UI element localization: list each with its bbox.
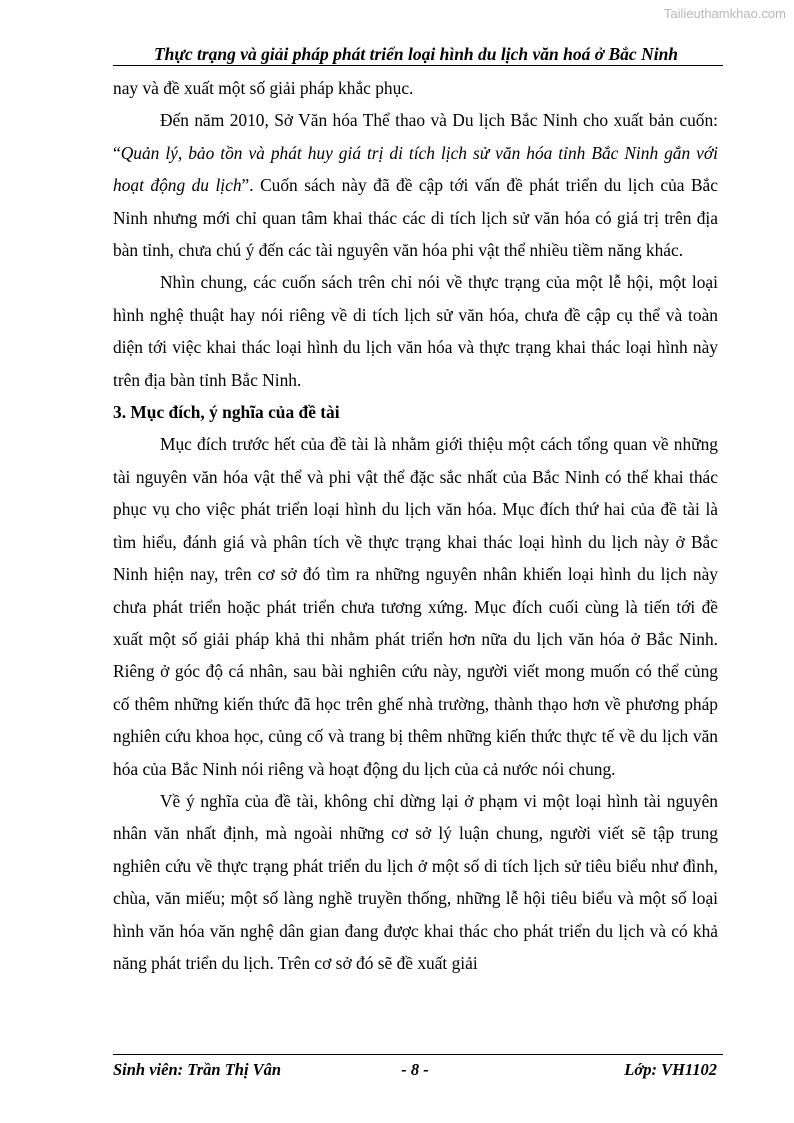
page-header-title: Thực trạng và giải pháp phát triển loại hình du lịch văn hoá ở Bắc Ninh	[153, 44, 679, 64]
header-divider	[113, 65, 723, 66]
watermark: Tailieuthamkhao.com	[663, 6, 786, 21]
paragraph-significance: Về ý nghĩa của đề tài, không chỉ dừng lại ở phạm vi một loại hình tài nguyên nhân văn nhất định, mà ngoài những cơ sở lý luận chung, người viết sẽ tập trung nghiên cứu về thực trạng phát triển du lịch ở một số di tích lịch sử tiêu biểu như đình, chùa, văn miếu; một số làng nghề truyền thống, những lễ hội tiêu biểu và một số loại hình văn hóa văn nghệ dân gian đang được khai thác cho phát triển du lịch và có khả năng phát triển du lịch. Trên cơ sở đó sẽ đề xuất giải	[113, 790, 718, 973]
paragraph-text: ”. Cuốn sách này đã đề cập tới vấn đề phát triển du lịch của Bắc Ninh nhưng mới chỉ quan tâm khai thác các di tích lịch sử văn hóa có giá trị trên địa bàn tỉnh, chưa chú ý đến các tài nguyên văn hóa phi vật thể nhiều tiềm năng khác.	[113, 175, 718, 261]
paragraph-continuation: nay và đề xuất một số giải pháp khắc phục.	[113, 78, 414, 98]
paragraph-summary: Nhìn chung, các cuốn sách trên chỉ nói về thực trạng của một lễ hội, một loại hình nghệ thuật hay nói riêng về di tích lịch sử văn hóa, chưa đề cập cụ thể và toàn diện tới việc khai thác loại hình du lịch văn hóa và thực trạng khai thác loại hình này trên địa bàn tỉnh Bắc Ninh.	[113, 272, 718, 390]
footer-class: Lớp: VH1102	[624, 1060, 717, 1079]
book-title: Quản lý, bảo tồn và phát huy giá trị di tích lịch sử văn hóa tỉnh Bắc Ninh gắn với hoạt động du lịch	[113, 142, 718, 196]
footer-divider	[113, 1054, 723, 1055]
section-heading: 3. Mục đích, ý nghĩa của đề tài	[113, 402, 340, 423]
footer-student: Sinh viên: Trần Thị Vân	[113, 1060, 282, 1079]
paragraph-purpose: Mục đích trước hết của đề tài là nhằm giới thiệu một cách tổng quan về những tài nguyên văn hóa vật thể và phi vật thể đặc sắc nhất của Bắc Ninh có thể khai thác phục vụ cho việc phát triển loại hình du lịch văn hóa. Mục đích thứ hai của đề tài là tìm hiểu, đánh giá và phân tích về thực trạng khai thác loại hình du lịch này ở Bắc Ninh hiện nay, trên cơ sở đó tìm ra những nguyên nhân khiến loại hình du lịch này chưa phát triển hoặc phát triển chưa tương xứng. Mục đích cuối cùng là tiến tới đề xuất một số giải pháp khả thi nhằm phát triển hơn nữa du lịch văn hóa ở Bắc Ninh. Riêng ở góc độ cá nhân, sau bài nghiên cứu này, người viết mong muốn có thể củng cố thêm những kiến thức đã học trên ghế nhà trường, thành thạo hơn về phương pháp nghiên cứu khoa học, củng cố và trang bị thêm những kiến thức thực tế về du lịch văn hóa của Bắc Ninh nói riêng và hoạt động du lịch của cả nước nói chung.	[113, 434, 718, 779]
paragraph-book-2010	[113, 104, 718, 266]
paragraph-text: Đến năm 2010, Sở Văn hóa Thể thao và Du lịch Bắc Ninh cho xuất bản cuốn: “	[113, 110, 718, 163]
footer-page-number: - 8 -	[401, 1060, 429, 1079]
document-body	[113, 72, 718, 979]
